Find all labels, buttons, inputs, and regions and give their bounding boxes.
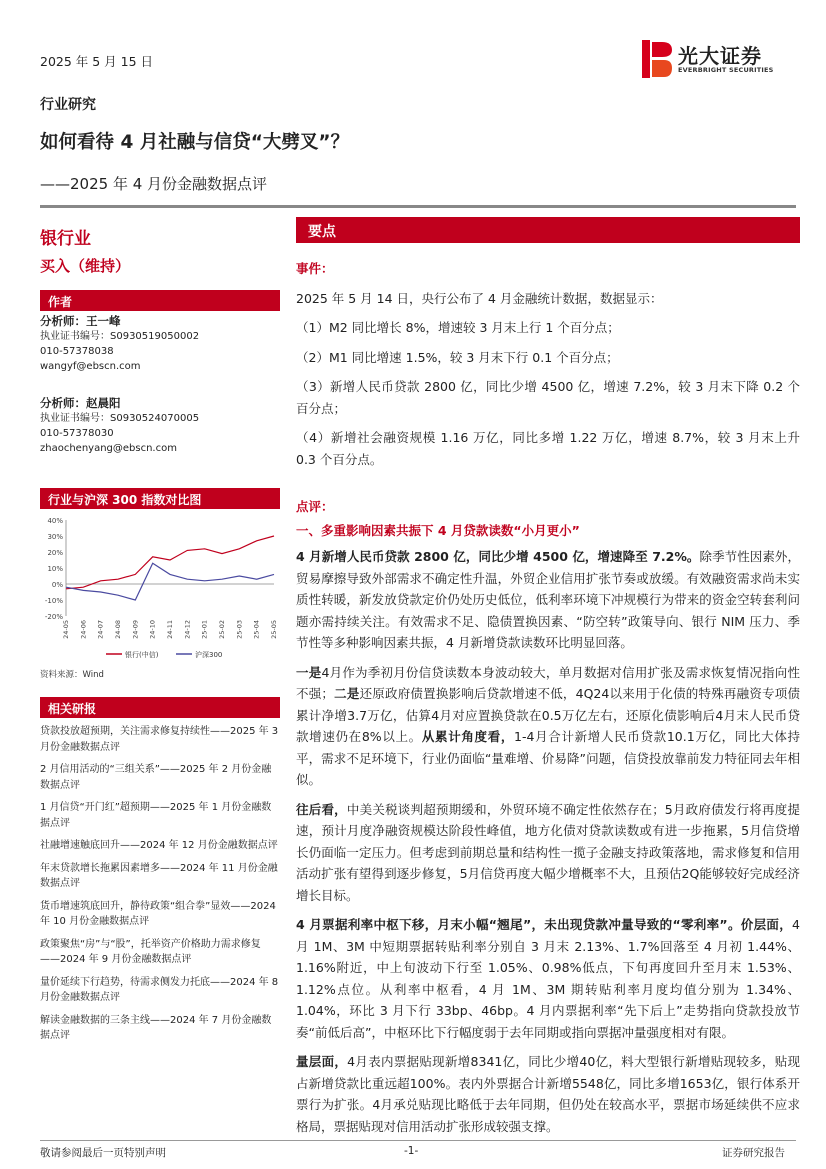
related-report-link[interactable]: 2 月信用活动的“三组关系”——2025 年 2 月份金融数据点评 bbox=[40, 764, 272, 791]
logo-name: 光大证券 bbox=[678, 44, 762, 68]
section-heading: 一、多重影响因素共振下 4 月贷款读数“小月更小” bbox=[296, 522, 580, 538]
x-tick-label: 24-09 bbox=[131, 620, 140, 639]
event-item: （2）M1 同比增速 1.5%，较 3 月末下行 0.1 个百分点； bbox=[296, 349, 619, 365]
x-tick-label: 25-04 bbox=[252, 620, 261, 639]
x-tick-label: 24-10 bbox=[148, 620, 157, 639]
x-tick-label: 25-01 bbox=[200, 620, 209, 639]
y-tick-label: 40% bbox=[47, 517, 63, 525]
paragraph-lead: 一是 bbox=[296, 664, 322, 680]
paragraph-lead: 往后看， bbox=[296, 801, 347, 817]
paragraph-lead: 4 月票据利率中枢下移，月末小幅“翘尾”，未出现贷款冲量导致的“零利率”。 bbox=[296, 917, 741, 932]
authors-heading: 作者 bbox=[40, 290, 280, 311]
x-tick-label: 24-12 bbox=[183, 620, 192, 639]
author-email[interactable]: zhaochenyang@ebscn.com bbox=[40, 443, 177, 454]
related-report-link[interactable]: 政策聚焦“房”与“股”，托举资产价格助力需求修复——2024 年 9 月份金融数据点评 bbox=[40, 938, 261, 965]
report-subtitle: ——2025 年 4 月份金融数据点评 bbox=[40, 175, 268, 193]
author-block-2 bbox=[40, 396, 280, 456]
related-heading: 相关研报 bbox=[40, 697, 280, 718]
related-report-link[interactable]: 社融增速触底回升——2024 年 12 月份金融数据点评 bbox=[40, 840, 278, 851]
related-report-link[interactable]: 年末贷款增长拖累因素增多——2024 年 11 月份金融数据点评 bbox=[40, 862, 278, 889]
paragraph-lead: 从累计角度看， bbox=[421, 729, 515, 744]
legend-label: 银行(中信) bbox=[125, 651, 159, 659]
title-divider bbox=[40, 205, 796, 208]
paragraph-bill-rate bbox=[296, 914, 800, 1043]
paragraph-text: 中美关税谈判超预期缓和，外贸环境不确定性依然存在；5月政府债发行将再度提速，预计月度净融资规模达阶段性峰值，地方化债对贷款读数或有进一步拖累，5月信贷增长仍面临一定压力。但考虑到前期总量和结构性一揽子金融支持政策落地，需求修复和信用活动扩张有望得到逐步修复，5月信贷再度大幅少增概率不大，且预估2Q能够较好完成经济增长目标。 bbox=[296, 801, 800, 903]
author-email[interactable]: wangyf@ebscn.com bbox=[40, 361, 141, 372]
paragraph-lead: 二是 bbox=[333, 686, 360, 701]
report-category: 行业研究 bbox=[40, 97, 96, 113]
related-report-link[interactable]: 1 月信贷“开门红”超预期——2025 年 1 月份金融数据点评 bbox=[40, 802, 272, 829]
paragraph-text: 除季节性因素外，贸易摩擦导致外部需求不确定性升温，外贸企业信用扩张节奏或放缓。有效融资需求尚未实质性转暖，新发放贷款定价仍处历史低位，低利率环境下冲规模行为带来的资金空转套利问题亦需持续关注。有效需求不足、隐债置换因素、“防空转”政策导向、银行 NIM 压力、季节性等多种影响因素共振，4 月新增贷款读数环比明显回落。 bbox=[296, 549, 800, 650]
author-phone: 010-57378038 bbox=[40, 346, 114, 357]
paragraph-lead: 量层面， bbox=[296, 1054, 348, 1069]
x-tick-label: 24-08 bbox=[114, 620, 122, 639]
key-points-heading: 要点 bbox=[296, 217, 800, 243]
logo-english: EVERBRIGHT SECURITIES bbox=[678, 66, 774, 74]
company-logo bbox=[640, 38, 790, 82]
y-tick-label: -10% bbox=[44, 597, 63, 605]
x-tick-label: 25-02 bbox=[218, 620, 226, 639]
x-tick-label: 24-07 bbox=[96, 620, 105, 639]
report-title: 如何看待 4 月社融与信贷“大劈叉”？ bbox=[40, 132, 350, 153]
event-item: （4）新增社会融资规模 1.16 万亿，同比多增 1.22 万亿，增速 8.7%，较 3 月末上升 0.3 个百分点。 bbox=[296, 430, 800, 467]
y-tick-label: 20% bbox=[47, 549, 63, 557]
y-tick-label: 10% bbox=[47, 565, 63, 573]
index-comparison-chart bbox=[40, 514, 280, 659]
footer-disclaimer[interactable]: 敬请参阅最后一页特别声明 bbox=[40, 1147, 166, 1159]
rating: 买入（维持） bbox=[40, 257, 131, 275]
chart-source: 资料来源：Wind bbox=[40, 670, 104, 680]
x-tick-label: 24-11 bbox=[166, 620, 174, 639]
footer-report-type: 证券研究报告 bbox=[722, 1147, 785, 1159]
author-name: 分析师：王一峰 bbox=[40, 314, 121, 328]
author-block-1 bbox=[40, 314, 280, 374]
paragraph-volume bbox=[296, 1051, 800, 1137]
event-intro: 2025 年 5 月 14 日，央行公布了 4 月金融统计数据，数据显示： bbox=[296, 290, 663, 306]
x-tick-label: 25-03 bbox=[235, 620, 244, 639]
related-reports-list bbox=[40, 724, 280, 1051]
y-tick-label: 0% bbox=[51, 581, 63, 589]
event-label: 事件： bbox=[296, 261, 334, 276]
paragraph-outlook bbox=[296, 799, 800, 907]
x-tick-label: 24-06 bbox=[79, 620, 88, 639]
comment-label: 点评： bbox=[296, 499, 334, 514]
everbright-logo-icon bbox=[640, 38, 674, 80]
author-cert: 执业证书编号：S0930519050002 bbox=[40, 331, 200, 342]
paragraph-text: 4月作为季初月份信贷读数本身波动较大，单月数据对信用扩张及需求恢复情况指向性不强； bbox=[296, 664, 800, 701]
related-report-link[interactable]: 解读金融数据的三条主线——2024 年 7 月份金融数据点评 bbox=[40, 1014, 272, 1041]
footer-divider bbox=[40, 1140, 796, 1141]
paragraph-text: 还原政府债置换影响后贷款增速不低，4Q24以来用于化债的特殊再融资专项债累计净增3.7万亿，估算4月对应置换贷款在0.5万亿左右，还原化债影响后4月末人民币贷款增速仍在8%以上。 bbox=[296, 686, 800, 744]
author-cert: 执业证书编号：S0930524070005 bbox=[40, 413, 200, 424]
author-name: 分析师：赵晨阳 bbox=[40, 396, 121, 410]
paragraph-lead: 4 月新增人民币贷款 2800 亿，同比少增 4500 亿，增速降至 7.2%。 bbox=[296, 549, 700, 564]
related-report-link[interactable]: 货币增速筑底回升，静待政策“组合拳”显效——2024 年 10 月份金融数据点评 bbox=[40, 900, 276, 927]
related-report-link[interactable]: 量价延续下行趋势，待需求侧发力托底——2024 年 8 月份金融数据点评 bbox=[40, 976, 279, 1003]
paragraph-text: 4月表内票据贴现新增8341亿，同比少增40亿，料大型银行新增贴现较多，贴现占新增贷款比重远超100%。表内外票据合计新增5548亿，同比多增1653亿，银行体系开票行为扩张。4月承兑贴现比略低于去年同期，但仍处在较高水平，票据市场延续供不应求格局，票据贴现对信用活动扩张形成较强支撑。 bbox=[296, 1054, 800, 1134]
x-tick-label: 25-05 bbox=[270, 620, 278, 639]
paragraph-text: 4 月 1M、3M 中短期票据转贴利率分别自 3 月末 2.13%、1.7%回落至 4 月初 1.44%、1.16%附近，中上旬波动下行至 1.05%、0.98%低点，下旬再度回升至月末 1.53%、1.12%点位。从利率中枢看，4 月 1M、3M 期转贴利率月度均值分别为 1.34%、1.04%，环比 3 月下行 33bp、46bp。4 月内票据利率“先下后上”走势指向贷款投放节奏“前低后高”，中枢环比下行幅度弱于去年同期或指向票据冲量强度相对有限。 bbox=[296, 917, 800, 1040]
author-phone: 010-57378030 bbox=[40, 428, 114, 439]
report-date: 2025 年 5 月 15 日 bbox=[40, 54, 154, 69]
industry-name: 银行业 bbox=[40, 229, 91, 249]
x-tick-label: 24-05 bbox=[62, 620, 70, 639]
main-content bbox=[296, 258, 800, 1137]
legend-label: 沪深300 bbox=[195, 651, 223, 659]
event-item: （3）新增人民币贷款 2800 亿，同比少增 4500 亿，增速 7.2%，较 3 月末下降 0.2 个百分点； bbox=[296, 379, 800, 416]
paragraph-reasons bbox=[296, 662, 800, 791]
chart-heading: 行业与沪深 300 指数对比图 bbox=[40, 488, 280, 509]
y-tick-label: 30% bbox=[47, 533, 63, 541]
event-item: （1）M2 同比增长 8%，增速较 3 月末上行 1 个百分点； bbox=[296, 320, 620, 335]
paragraph-lead: 价层面， bbox=[740, 917, 793, 932]
paragraph-text: 1-4月合计新增人民币贷款10.1万亿，同比大体持平，需求不足环境下，行业仍面临“量难增、价易降”问题，信贷投放靠前发力特征同去年相似。 bbox=[296, 729, 800, 787]
paragraph-loans bbox=[296, 546, 800, 654]
series-line bbox=[66, 536, 274, 589]
related-report-link[interactable]: 贷款投放超预期，关注需求修复持续性——2025 年 3 月份金融数据点评 bbox=[40, 726, 279, 753]
page-number: -1- bbox=[404, 1145, 419, 1157]
y-tick-label: -20% bbox=[44, 613, 63, 621]
